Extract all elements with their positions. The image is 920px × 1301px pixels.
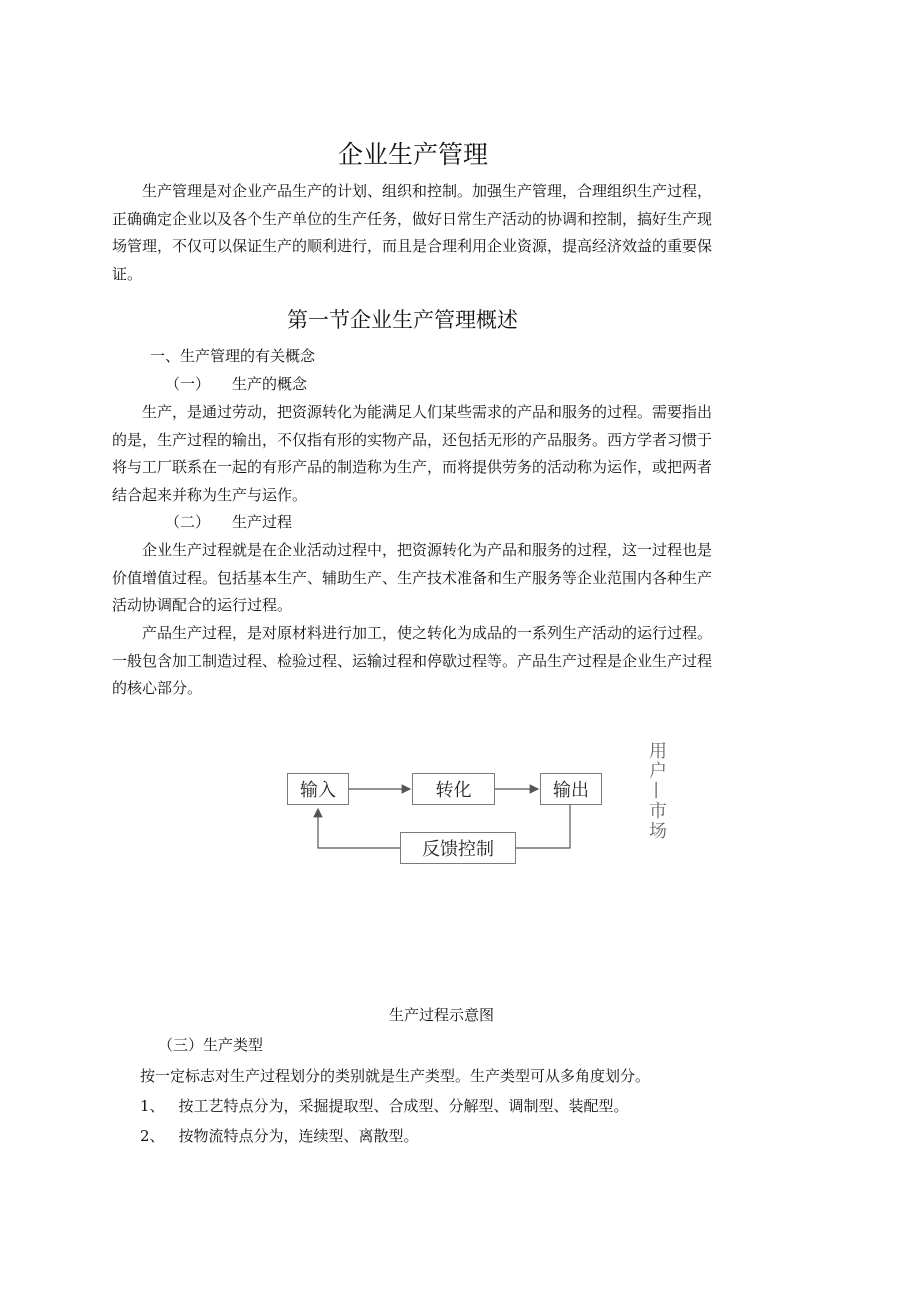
user-market-label: 用户—市场 (646, 741, 667, 841)
list-number: 1、 (140, 1097, 165, 1115)
subheading-production-concept (165, 373, 307, 394)
process-paragraph-2: 产品生产过程，是对原材料进行加工，使之转化为成品的一系列生产活动的运行过程。一般包含加工制造过程、检验过程、运输过程和停歇过程等。产品生产过程是企业生产过程的核心部分。 (112, 624, 713, 697)
section-title: 第一节企业生产管理概述 (287, 308, 518, 332)
production-paragraph: 生产，是通过劳动，把资源转化为能满足人们某些需求的产品和服务的过程。需要指出的是，生产过程的输出，不仅指有形的实物产品，还包括无形的产品服务。西方学者习惯于将与工厂联系在一起的有形产品的制造称为生产，而将提供劳务的活动称为运作，或把两者结合起来并称为生产与运作。 (112, 403, 713, 504)
list-text: 按工艺特点分为，采掘提取型、合成型、分解型、调制型、装配型。 (178, 1097, 629, 1115)
diagram-caption: 生产过程示意图 (389, 1006, 495, 1024)
process-paragraph-1: 企业生产过程就是在企业活动过程中，把资源转化为产品和服务的过程，这一过程也是价值增值过程。包括基本生产、辅助生产、生产技术准备和生产服务等企业范围内各种生产活动协调配合的运行过程。 (112, 541, 713, 614)
subheading-number: （一） (165, 375, 211, 393)
list-number: 2、 (140, 1127, 165, 1145)
subheading-concepts: 一、生产管理的有关概念 (150, 347, 316, 365)
line-output-feedback (516, 805, 570, 848)
output-box: 输出 (540, 773, 602, 805)
subheading-label: 生产过程 (232, 513, 293, 531)
intro-paragraph: 生产管理是对企业产品生产的计划、组织和控制。加强生产管理，合理组织生产过程，正确确定企业以及各个生产单位的生产任务，做好日常生产活动的协调和控制，搞好生产现场管理，不仅可以保证生产的顺利进行，而且是合理利用企业资源，提高经济效益的重要保证。 (112, 182, 713, 283)
list-text: 按物流特点分为，连续型、离散型。 (178, 1127, 419, 1145)
transform-box: 转化 (412, 773, 495, 805)
input-box: 输入 (287, 773, 349, 805)
subheading-process (165, 511, 292, 532)
feedback-control-box: 反馈控制 (400, 832, 516, 864)
list-item (140, 1125, 419, 1146)
subheading-production-types: （三）生产类型 (158, 1036, 264, 1054)
subheading-label: 生产的概念 (232, 375, 308, 393)
list-item (140, 1095, 629, 1116)
page-title: 企业生产管理 (338, 140, 489, 169)
types-paragraph: 按一定标志对生产过程划分的类别就是生产类型。生产类型可从多角度划分。 (140, 1067, 651, 1085)
subheading-number: （二） (165, 513, 211, 531)
arrow-feedback-input (318, 809, 400, 848)
